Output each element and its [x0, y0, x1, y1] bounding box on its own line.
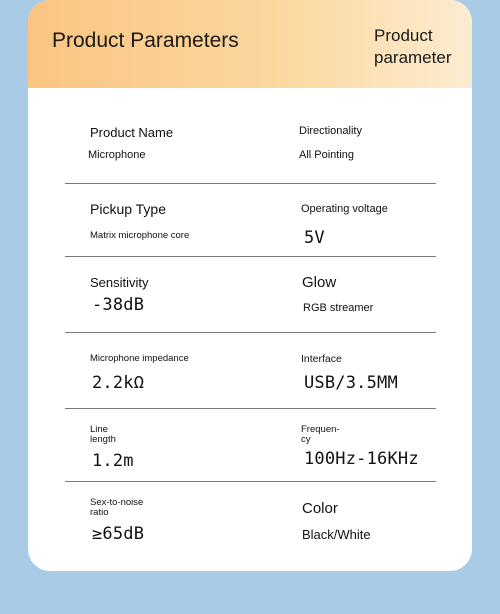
parameters-card: [28, 0, 472, 571]
sensitivity-value: -38dB: [92, 295, 145, 315]
line-length-label: [90, 425, 116, 445]
operating-voltage-label: Operating voltage: [301, 203, 388, 215]
line-length-label-line1: Line: [90, 424, 108, 435]
interface-label: Interface: [301, 353, 342, 365]
frequency-label-line1: Frequen-: [301, 424, 340, 435]
interface-value: USB/3.5MM: [304, 373, 398, 393]
frequency-value: 100Hz-16KHz: [304, 449, 419, 469]
product-name-value: Microphone: [88, 149, 146, 161]
snr-value: ≥65dB: [92, 524, 145, 544]
header-subtitle-line2: parameter: [374, 48, 452, 67]
header-subtitle-line1: Product: [374, 26, 433, 45]
impedance-label: Microphone impedance: [90, 353, 189, 364]
row-divider: [65, 183, 436, 184]
impedance-value: 2.2kΩ: [92, 373, 145, 393]
color-value: Black/White: [302, 527, 371, 542]
directionality-value: All Pointing: [299, 149, 355, 161]
line-length-label-line2: length: [90, 434, 116, 445]
row-divider: [65, 256, 436, 257]
snr-label: [90, 498, 143, 518]
page-title: Product Parameters: [52, 29, 239, 52]
pickup-type-value: Matrix microphone core: [90, 230, 190, 241]
header-subtitle: [374, 25, 470, 69]
glow-value: RGB streamer: [303, 302, 374, 314]
card-header: [28, 0, 472, 88]
frequency-label-line2: cy: [301, 434, 311, 445]
glow-label: Glow: [302, 274, 337, 291]
color-label: Color: [302, 500, 338, 517]
row-divider: [65, 408, 436, 409]
sensitivity-label: Sensitivity: [90, 275, 149, 290]
operating-voltage-value: 5V: [304, 228, 325, 248]
row-divider: [65, 332, 436, 333]
frequency-label: [301, 425, 340, 445]
row-divider: [65, 481, 436, 482]
directionality-label: Directionality: [299, 125, 362, 137]
product-name-label: Product Name: [90, 125, 174, 140]
snr-label-line1: Sex-to-noise: [90, 497, 144, 508]
pickup-type-label: Pickup Type: [90, 201, 167, 217]
line-length-value: 1.2m: [92, 451, 134, 471]
snr-label-line2: ratio: [90, 507, 109, 518]
